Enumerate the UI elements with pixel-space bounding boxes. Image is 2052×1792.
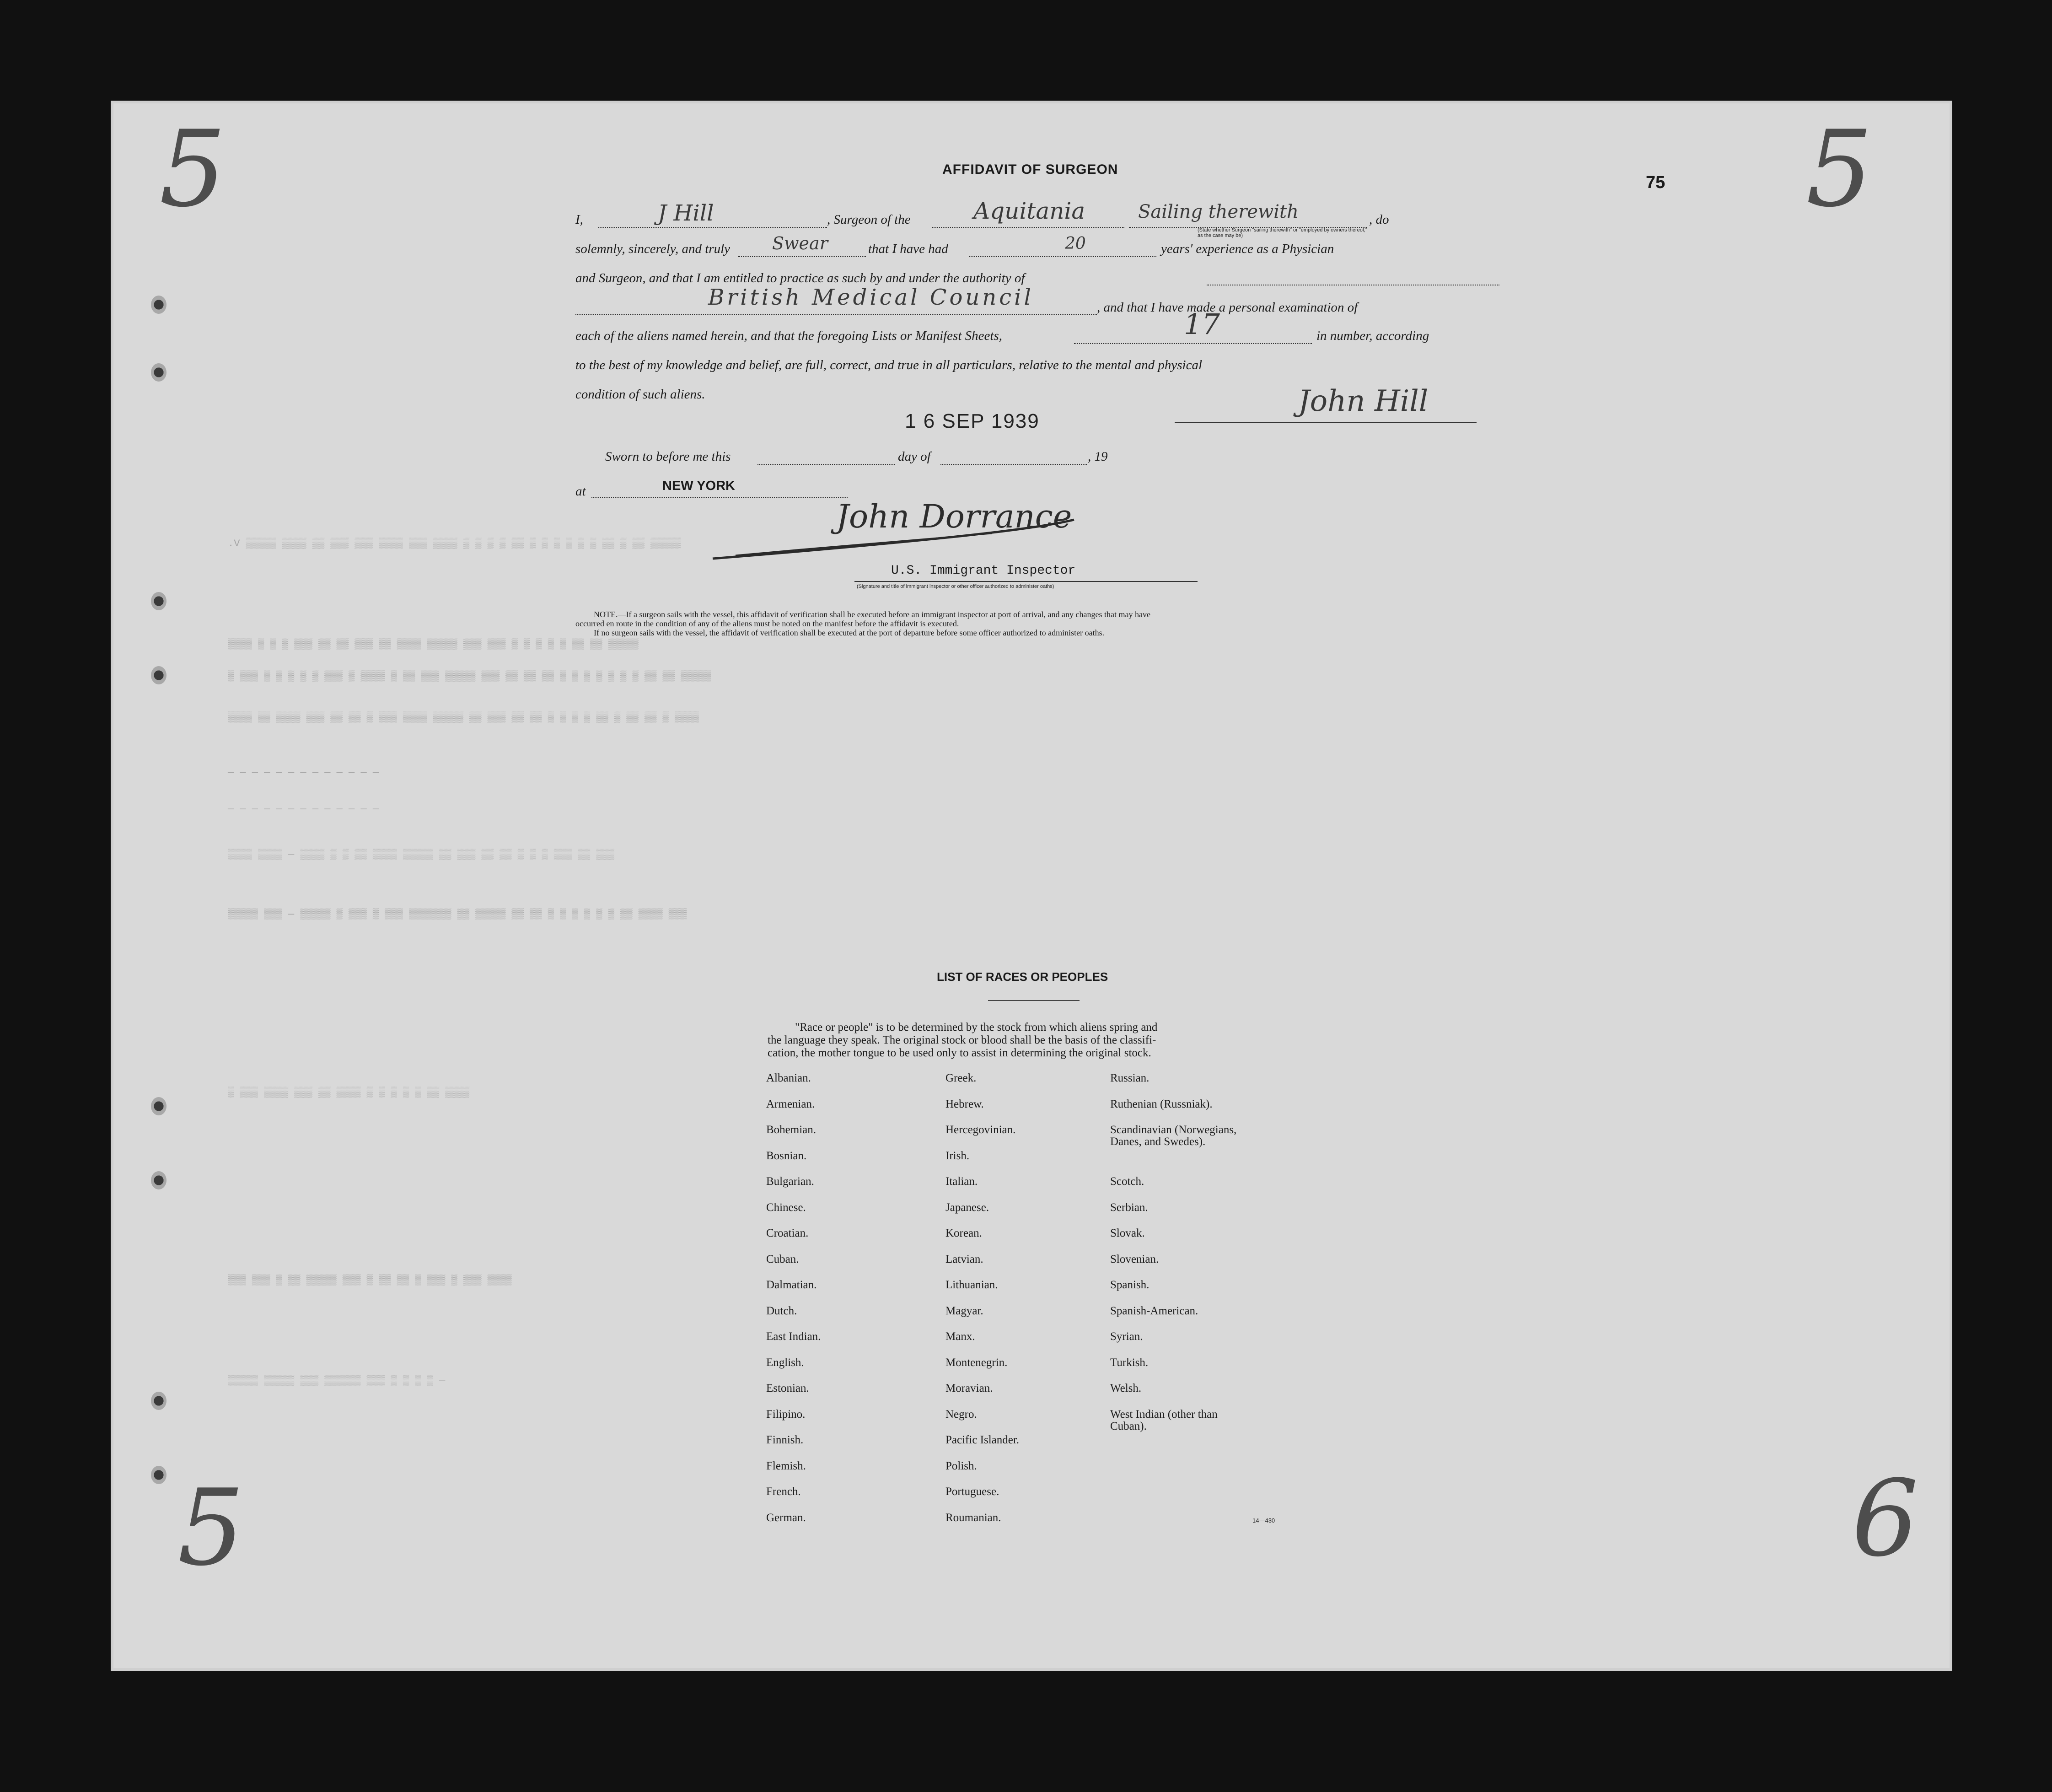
bleed-through-row: ▒▒▒▒▒ ▒▒▒ — ▒▒▒▒▒ ▒ ▒▒▒ ▒ ▒▒▒ ▒▒▒▒▒▒▒ ▒▒ ▒▒▒▒▒ ▒▒ ▒▒ ▒ ▒ ▒ ▒ ▒ ▒ ▒▒ ▒▒▒▒ ▒▒▒ [228, 909, 687, 920]
manifest-page [113, 103, 1950, 1668]
oath-word: Swear [772, 233, 828, 253]
sworn-text-a: Sworn to before me this [605, 449, 731, 464]
races-intro-1: "Race or people" is to be determined by the stock from which aliens spring and [795, 1021, 1158, 1033]
bleed-through-row: ▒ ▒▒▒ ▒ ▒ ▒ ▒ ▒ ▒▒▒ ▒ ▒▒▒▒ ▒ ▒▒ ▒▒▒ ▒▒▒▒▒ ▒▒▒ ▒▒ ▒▒ ▒▒ ▒ ▒ ▒ ▒ ▒ ▒ ▒ ▒▒ ▒▒ ▒▒▒▒▒ [228, 671, 711, 682]
race-item: Spanish. [1110, 1279, 1150, 1291]
inspector-signature: John Dorrance [836, 498, 1072, 535]
bleed-through-row: .V ▒▒▒▒▒ ▒▒▒▒ ▒▒ ▒▒▒ ▒▒▒ ▒▒▒▒ ▒▒▒ ▒▒▒▒ ▒ ▒ ▒ ▒ ▒▒ ▒ ▒ ▒ ▒ ▒ ▒ ▒▒ ▒ ▒▒ ▒▒▒▒▒ [228, 538, 681, 549]
note-line-2: occurred en route in the condition of any of the aliens must be noted on the manifest before the affidavit is executed. [575, 619, 959, 628]
race-item: Portuguese. [945, 1485, 999, 1498]
races-intro-2: the language they speak. The original stock or blood shall be the basis of the classifi- [768, 1034, 1156, 1046]
race-item: English. [766, 1356, 804, 1369]
place-name: NEW YORK [662, 479, 735, 493]
race-item: Cuban. [766, 1253, 799, 1265]
punch-hole [151, 296, 167, 314]
years-field [969, 256, 1156, 257]
affidavit-line4: , and that I have made a personal examination of [1097, 300, 1358, 315]
race-item: Slovenian. [1110, 1253, 1159, 1265]
do-text: , do [1369, 212, 1389, 227]
form-number: 14—430 [1252, 1517, 1275, 1524]
bleed-through-row: ▒ ▒▒▒ ▒▒▒▒ ▒▒▒ ▒▒ ▒▒▒▒ ▒ ▒ ▒ ▒ ▒ ▒▒ ▒▒▒▒ [228, 1087, 470, 1098]
punch-hole [151, 666, 167, 684]
affidavit-line7: condition of such aliens. [575, 387, 705, 402]
race-item: Roumanian. [945, 1511, 1001, 1524]
races-column-2 [945, 1072, 1019, 1538]
page-number: 75 [1646, 173, 1665, 192]
race-item: Pacific Islander. [945, 1434, 1020, 1446]
race-item: Finnish. [766, 1434, 804, 1446]
race-item: Moravian. [945, 1382, 993, 1394]
note-line-1: NOTE.—If a surgeon sails with the vessel, this affidavit of verification shall be executed before an immigrant inspector at port of arrival, and any changes that may have [594, 610, 1150, 619]
punch-hole [151, 592, 167, 610]
surgeon-of-the-text: , Surgeon of the [827, 212, 911, 227]
years-experience: 20 [1065, 234, 1086, 253]
race-item: Russian. [1110, 1072, 1150, 1084]
bleed-through-row: ▒▒▒▒▒ ▒▒▒▒▒ ▒▒▒ ▒▒▒▒▒▒ ▒▒▒ ▒ ▒ ▒ ▒ — [228, 1375, 446, 1387]
race-item: German. [766, 1511, 806, 1524]
race-item: Syrian. [1110, 1330, 1143, 1343]
bleed-through-row: ▒▒▒▒ ▒▒▒▒ — ▒▒▒▒ ▒ ▒ ▒▒ ▒▒▒▒ ▒▒▒▒▒ ▒▒ ▒▒▒ ▒▒ ▒▒ ▒ ▒ ▒ ▒▒▒ ▒▒ ▒▒▒ [228, 849, 614, 861]
bleed-through-row: ▒▒▒ ▒▒▒ ▒ ▒▒ ▒▒▒▒▒ ▒▒▒ ▒ ▒▒ ▒▒ ▒ ▒▒▒ ▒ ▒▒▒ ▒▒▒▒ [228, 1275, 512, 1286]
punch-hole [151, 1466, 167, 1484]
punch-hole [151, 1097, 167, 1115]
race-item: Dutch. [766, 1304, 797, 1317]
surgeon-signature-line [1175, 422, 1477, 423]
race-item: Dalmatian. [766, 1279, 817, 1291]
bleed-through-row: ▒▒▒▒ ▒ ▒ ▒ ▒▒▒ ▒▒ ▒▒ ▒▒▒ ▒▒ ▒▒▒▒ ▒▒▒▒▒ ▒▒▒ ▒▒▒ ▒ ▒ ▒ ▒ ▒ ▒▒ ▒▒ ▒▒▒▒▒ [228, 639, 639, 650]
surgeon-signature: John Hill [1298, 384, 1429, 418]
race-item: Serbian. [1110, 1201, 1148, 1214]
inspector-title: U.S. Immigrant Inspector [891, 564, 1076, 578]
corner-mark-top-left: 5 [159, 108, 226, 231]
sworn-text-c: , 19 [1088, 449, 1108, 464]
races-title-rule [988, 1000, 1080, 1001]
inspector-signature-line [854, 581, 1198, 582]
sworn-day-field [757, 464, 895, 465]
sworn-month-field [940, 464, 1087, 465]
race-item: East Indian. [766, 1330, 821, 1343]
inspector-caption: (Signature and title of immigrant inspector or other officer authorized to administer oaths) [857, 584, 1054, 589]
race-item: Negro. [945, 1408, 977, 1421]
race-item: Chinese. [766, 1201, 806, 1214]
race-item: Slovak. [1110, 1227, 1145, 1239]
race-item: Manx. [945, 1330, 975, 1343]
at-text: at [575, 484, 586, 499]
race-item: Turkish. [1110, 1356, 1149, 1369]
punch-hole [151, 1392, 167, 1410]
race-item: Montenegrin. [945, 1356, 1008, 1369]
sailing-status: Sailing therewith [1138, 201, 1299, 222]
race-item: Croatian. [766, 1227, 809, 1239]
race-item: West Indian (other than Cuban). [1110, 1408, 1218, 1432]
race-item: Albanian. [766, 1072, 811, 1084]
affidavit-title: AFFIDAVIT OF SURGEON [942, 162, 1118, 177]
sheets-field [1074, 343, 1312, 344]
race-item: Filipino. [766, 1408, 806, 1421]
race-item: Greek. [945, 1072, 977, 1084]
corner-mark-bottom-left: 5 [177, 1467, 245, 1589]
race-item: Estonian. [766, 1382, 809, 1394]
race-item: Scotch. [1110, 1175, 1144, 1188]
race-item: Armenian. [766, 1098, 815, 1110]
authority-field-b [575, 314, 1097, 315]
bleed-through-row: ▒▒▒▒ ▒▒ ▒▒▒▒ ▒▒▒ ▒▒ ▒▒ ▒ ▒▒▒ ▒▒▒▒ ▒▒▒▒▒ ▒▒ ▒▒▒ ▒▒ ▒▒ ▒ ▒ ▒ ▒ ▒▒ ▒ ▒▒ ▒▒ ▒ ▒▒▒▒ [228, 712, 699, 723]
bleed-through-row: — — — — — — — — — — — — — [228, 803, 379, 815]
surgeon-name-field [598, 227, 827, 228]
race-item: Korean. [945, 1227, 982, 1239]
race-item: Polish. [945, 1459, 977, 1472]
date-stamp: 1 6 SEP 1939 [905, 410, 1040, 432]
affidavit-line5a: each of the aliens named herein, and that the foregoing Lists or Manifest Sheets, [575, 328, 1002, 343]
corner-mark-top-right: 5 [1806, 108, 1873, 231]
race-item: Ruthenian (Russniak). [1110, 1098, 1213, 1110]
race-item: Bosnian. [766, 1149, 807, 1162]
race-item: Magyar. [945, 1304, 983, 1317]
affidavit-line3: and Surgeon, and that I am entitled to practice as such by and under the authority of [575, 271, 1025, 285]
races-intro-3: cation, the mother tongue to be used only to assist in determining the original stock. [768, 1047, 1151, 1059]
races-title: LIST OF RACES OR PEOPLES [937, 970, 1108, 984]
race-item: Hercegovinian. [945, 1124, 1016, 1136]
race-item: Bohemian. [766, 1124, 817, 1136]
sheets-count: 17 [1184, 307, 1220, 341]
races-column-3 [1110, 1072, 1236, 1434]
race-item: Spanish-American. [1110, 1304, 1198, 1317]
race-item: Irish. [945, 1149, 970, 1162]
oath-field [738, 256, 866, 257]
authority-name: British Medical Council [708, 285, 1034, 310]
place-field [591, 497, 848, 498]
punch-hole [151, 1171, 167, 1189]
corner-mark-bottom-right: 6 [1852, 1458, 1919, 1580]
race-item: Scandinavian (Norwegians, Danes, and Swedes). [1110, 1124, 1237, 1148]
affidavit-line2a: solemnly, sincerely, and truly [575, 242, 731, 256]
affidavit-line2b: that I have had [868, 242, 948, 256]
sworn-text-b: day of [898, 449, 931, 464]
race-item: Italian. [945, 1175, 978, 1188]
affidavit-line2c: years' experience as a Physician [1161, 242, 1334, 256]
race-item: Japanese. [945, 1201, 989, 1214]
race-item: Lithuanian. [945, 1279, 998, 1291]
vessel-name: Aquitania [973, 198, 1085, 224]
affidavit-line6: to the best of my knowledge and belief, are full, correct, and true in all particulars, relative to the mental and physical [575, 358, 1203, 372]
vessel-field [932, 227, 1124, 228]
affidavit-i: I, [575, 212, 583, 227]
race-item: Bulgarian. [766, 1175, 814, 1188]
race-item: Latvian. [945, 1253, 983, 1265]
surgeon-name: J Hill [658, 200, 714, 226]
race-item: Welsh. [1110, 1382, 1142, 1394]
punch-hole [151, 363, 167, 382]
sailing-note: (State whether Surgeon "sailing therewith" or "employed by owners thereof," as the case may be) [1198, 227, 1367, 238]
note-line-3: If no surgeon sails with the vessel, the affidavit of verification shall be executed at the port of departure before some officer authorized to administer oaths. [594, 628, 1105, 637]
bleed-through-row: — — — — — — — — — — — — — [228, 767, 379, 778]
race-item: Flemish. [766, 1459, 806, 1472]
race-item: French. [766, 1485, 801, 1498]
race-item: Hebrew. [945, 1098, 984, 1110]
races-column-1 [766, 1072, 821, 1538]
affidavit-line5b: in number, according [1316, 328, 1429, 343]
